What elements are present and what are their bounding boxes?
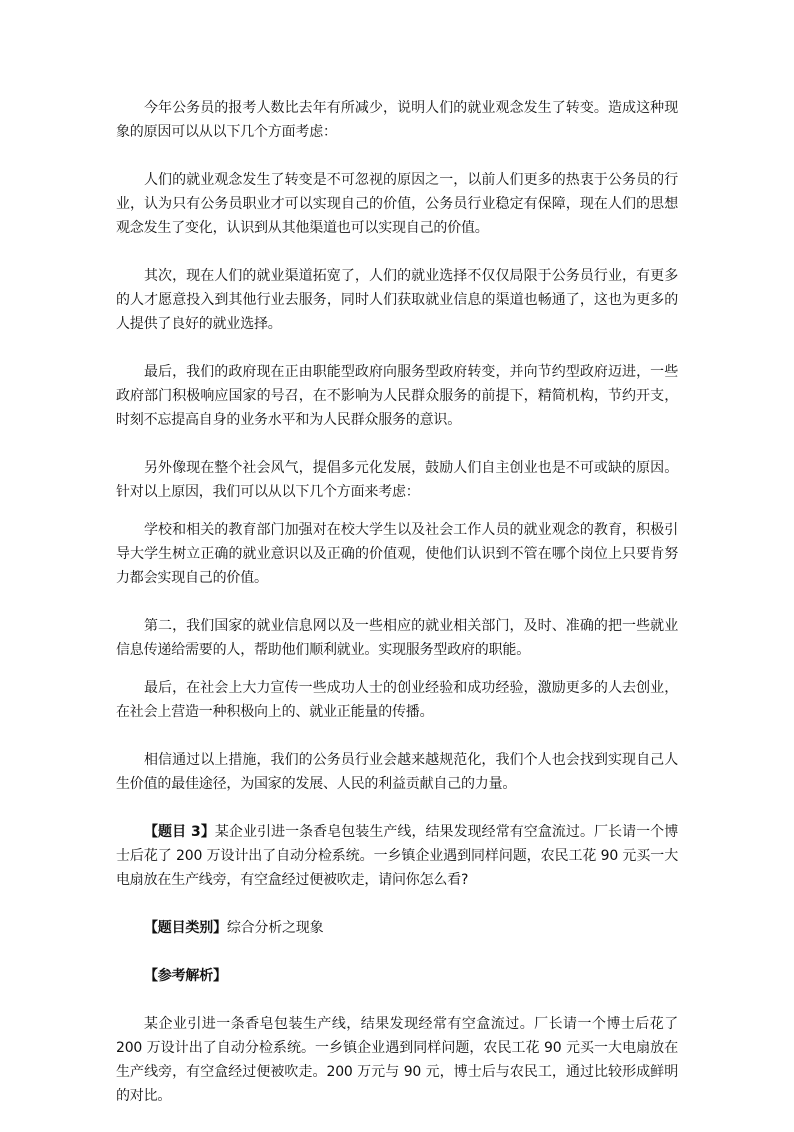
category-paragraph [116, 916, 678, 940]
analysis-heading [116, 964, 678, 988]
paragraph-reason-4: 另外像现在整个社会风气，提倡多元化发展，鼓励人们自主创业也是不可或缺的原因。针对以上原因，我们可以从以下几个方面来考虑： [116, 460, 678, 500]
category-text: 综合分析之现象 [226, 920, 324, 936]
paragraph-reason-2: 其次，现在人们的就业渠道拓宽了，人们的就业选择不仅仅局限于公务员行业，有更多的人才愿意投入到其他行业去服务，同时人们获取就业信息的渠道也畅通了，这也为更多的人提供了良好的就业选择。 [116, 268, 678, 332]
category-label: 【题目类别】 [144, 920, 227, 936]
paragraph-reason-1: 人们的就业观念发生了转变是不可忽视的原因之一，以前人们更多的热衷于公务员的行业，认为只有公务员职业才可以实现自己的价值，公务员行业稳定有保障，现在人们的思想观念发生了变化，认识到从其他渠道也可以实现自己的价值。 [116, 172, 678, 236]
question-text: 某企业引进一条香皂包装生产线，结果发现经常有空盒流过。厂长请一个博士后花了 200 万设计出了自动分检系统。一乡镇企业遇到同样问题，农民工花 90 元买一大电扇放在生产线旁，有空盒经过便被吹走，请问你怎么看? [116, 824, 678, 888]
paragraph-measure-2: 第二，我们国家的就业信息网以及一些相应的就业相关部门，及时、准确的把一些就业信息传递给需要的人，帮助他们顺利就业。实现服务型政府的职能。 [116, 618, 678, 658]
document-page [116, 96, 678, 1132]
paragraph-conclusion: 相信通过以上措施，我们的公务员行业会越来越规范化，我们个人也会找到实现自己人生价值的最佳途径，为国家的发展、人民的利益贡献自己的力量。 [116, 752, 678, 792]
paragraph-reason-3: 最后，我们的政府现在正由职能型政府向服务型政府转变，并向节约型政府迈进，一些政府部门积极响应国家的号召，在不影响为人民群众服务的前提下，精简机构，节约开支，时刻不忘提高自身的业务水平和为人民群众服务的意识。 [116, 364, 678, 428]
paragraph-measure-3: 最后，在社会上大力宣传一些成功人士的创业经验和成功经验，激励更多的人去创业，在社会上营造一种积极向上的、就业正能量的传播。 [116, 680, 678, 720]
paragraph-measure-1: 学校和相关的教育部门加强对在校大学生以及社会工作人员的就业观念的教育，积极引导大学生树立正确的就业意识以及正确的价值观，使他们认识到不管在哪个岗位上只要肯努力都会实现自己的价值。 [116, 522, 678, 586]
question-label: 【题目 3】 [144, 824, 215, 840]
analysis-label: 【参考解析】 [144, 968, 227, 984]
analysis-paragraph: 某企业引进一条香皂包装生产线，结果发现经常有空盒流过。厂长请一个博士后花了 200 万设计出了自动分检系统。一乡镇企业遇到同样问题，农民工花 90 元买一大电扇放在生产线旁，有空盒经过便被吹走。200 万元与 90 元，博士后与农民工，通过比较形成鲜明的对比。 [116, 1016, 678, 1104]
paragraph-intro: 今年公务员的报考人数比去年有所减少，说明人们的就业观念发生了转变。造成这种现象的原因可以从以下几个方面考虑： [116, 100, 678, 140]
question-paragraph [116, 820, 678, 892]
